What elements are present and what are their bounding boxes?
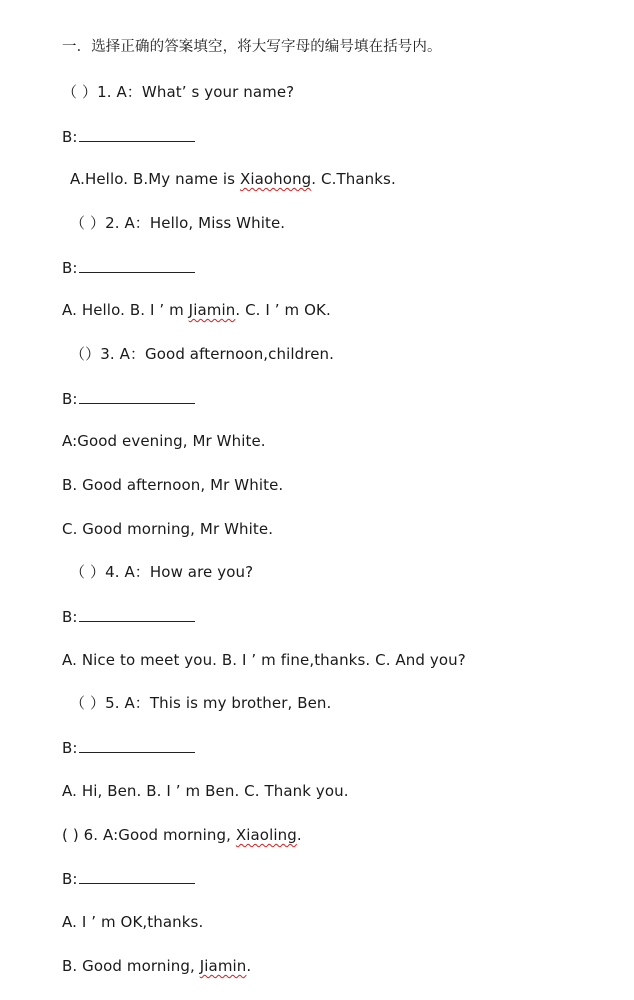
question-3-option-a: A:Good evening, Mr White. xyxy=(62,432,266,450)
option-text: B. Good morning, xyxy=(62,957,200,975)
answer-blank[interactable] xyxy=(79,126,195,142)
answer-line-5 xyxy=(62,737,195,758)
options-text: . C. I ’ m OK. xyxy=(235,301,331,319)
spellcheck-word: Jiamin xyxy=(199,957,247,975)
answer-blank[interactable] xyxy=(79,868,195,884)
options-text: A.Hello. B.My name is xyxy=(70,170,240,188)
question-6-option-b xyxy=(62,956,251,976)
spellcheck-word: Xiaoling xyxy=(235,826,297,844)
question-2-prompt: （ ）2. A：Hello, Miss White. xyxy=(70,214,286,232)
question-1-options xyxy=(70,169,396,189)
spellcheck-word: Jiamin xyxy=(188,301,236,319)
answer-blank[interactable] xyxy=(79,606,195,622)
question-3-option-b: B. Good afternoon, Mr White. xyxy=(62,476,284,494)
answer-blank[interactable] xyxy=(79,737,195,753)
answer-label: B: xyxy=(62,608,78,626)
answer-label: B: xyxy=(62,259,78,277)
question-5-prompt: （ ）5. A：This is my brother, Ben. xyxy=(70,694,332,712)
section-title: 一．选择正确的答案填空，将大写字母的编号填在括号内。 xyxy=(62,39,442,55)
options-text: . C.Thanks. xyxy=(311,170,396,188)
answer-label: B: xyxy=(62,739,78,757)
answer-label: B: xyxy=(62,128,78,146)
answer-label: B: xyxy=(62,870,78,888)
answer-line-6 xyxy=(62,868,195,889)
answer-blank[interactable] xyxy=(79,388,195,404)
question-5-options: A. Hi, Ben. B. I ’ m Ben. C. Thank you. xyxy=(62,782,349,800)
question-6-option-a: A. I ’ m OK,thanks. xyxy=(62,913,204,931)
answer-line-3 xyxy=(62,388,195,409)
options-text: A. Hello. B. I ’ m xyxy=(62,301,189,319)
spellcheck-word: Xiaohong xyxy=(239,170,312,188)
prompt-text: . xyxy=(296,826,302,844)
answer-line-2 xyxy=(62,257,195,278)
answer-blank[interactable] xyxy=(79,257,195,273)
question-2-options xyxy=(62,300,331,320)
question-3-option-c: C. Good morning, Mr White. xyxy=(62,520,274,538)
question-6-prompt xyxy=(62,825,302,845)
question-4-prompt: （ ）4. A：How are you? xyxy=(70,563,254,581)
prompt-text: ( ) 6. A:Good morning, xyxy=(62,826,236,844)
answer-line-1 xyxy=(62,126,195,147)
answer-label: B: xyxy=(62,390,78,408)
question-3-prompt: （）3. A：Good afternoon,children. xyxy=(70,345,335,363)
option-text: . xyxy=(246,957,252,975)
question-4-options: A. Nice to meet you. B. I ’ m fine,thanks. C. And you? xyxy=(62,651,466,669)
answer-line-4 xyxy=(62,606,195,627)
question-1-prompt: （ ）1. A：What’ s your name? xyxy=(62,83,295,101)
